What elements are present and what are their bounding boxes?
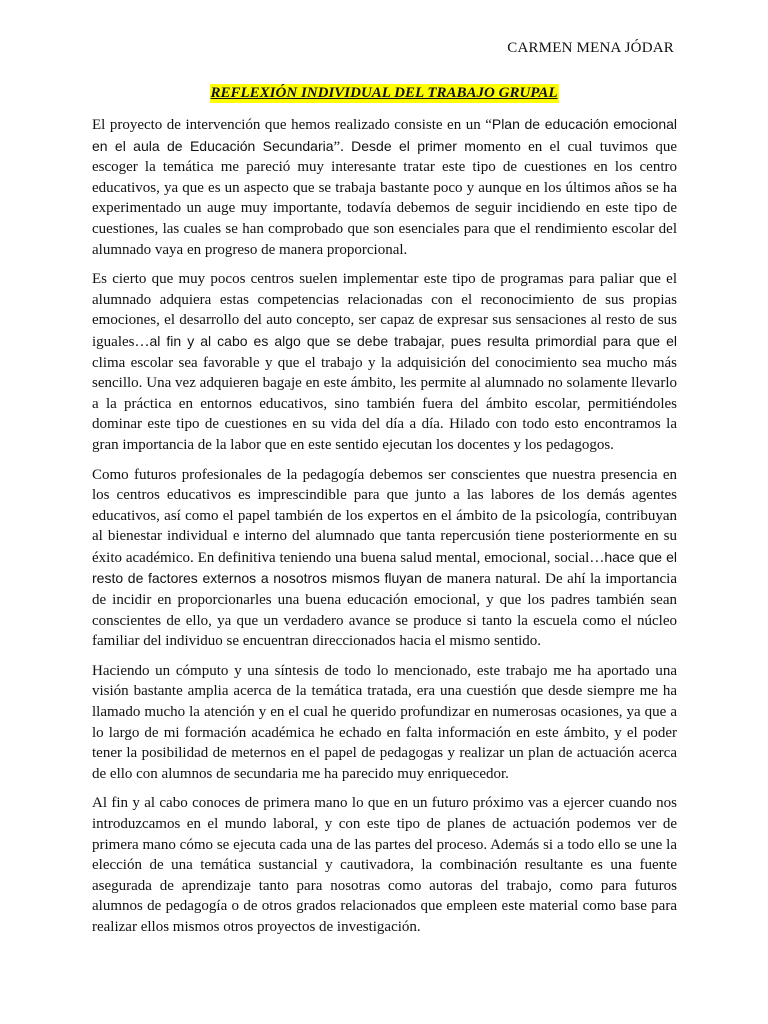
paragraph-1-text-d: Desde el primer m	[351, 137, 476, 154]
paragraph-5-text: Al fin y al cabo conoces de primera mano lo que en un futuro próximo vas a ejercer cuando nos introduzcamos en el mundo laboral, y con este tipo de planes de actuación podemos ver de primera mano cómo se ejecuta cada una de las partes del proceso. Además si a todo ello se une la elección de una temática sustancial y cautivadora, la combinación resultante es una fuente asegurada de aprendizaje tanto para nosotras como autoras del trabajo, como para futuros alumnos de pedagogía o de otros grados relacionados que empleen este material como base para realizar ellos mismos otros proyectos de investigación.	[92, 795, 677, 935]
paragraph-2-text-a: Es cierto que muy pocos centros suelen implementar este tipo de programas para paliar que el alumnado adquiera estas competencias relacionadas con el reconocimiento de sus propias emociones, el desarrollo del auto concepto, ser capaz de expresar sus sensaciones al resto de sus iguales…	[92, 271, 677, 350]
author-header: CARMEN MENA JÓDAR	[507, 40, 674, 56]
paragraph-2-text-c: clima escolar sea favorable y que el trabajo y la adquisición del conocimiento sea mucho más sencillo. Una vez adquieren bagaje en este ámbito, les permite al alumnado no solamente llevarlo a la práctica en entornos educativos, sino también fuera del ámbito escolar, permitiéndoles dominar este tipo de cuestiones en su vida del día a día. Hilado con todo esto encontramos la gran importancia de la labor que en este sentido ejecutan los docentes y los pedagogos.	[92, 354, 677, 453]
paragraph-3-text-a: Como futuros profesionales de la pedagogía debemos ser conscientes que nuestra presencia en los centros educativos es imprescindible para que junto a las labores de los demás agentes educativos, así como el papel también de los expertos en el ámbito de la psicología, contribuyan al bienestar individual e interno del alumnado que tanta repercusión tiene posteriormente en su éxito académico. En definitiva teniendo una buena salud mental, emocional, social…	[92, 466, 677, 566]
document-body	[92, 114, 677, 947]
paragraph-4	[92, 661, 677, 785]
paragraph-3-text-c: manera natural. De ahí la importancia de incidir en proporcionarles una buena educación emocional, y que los padres también sean conscientes de ello, ya que un verdadero avance se produce si tanto la escuela como el núcleo familiar del individuo se encuentran direccionados hacia el mismo sentido.	[92, 571, 677, 650]
paragraph-1-text-e: omento en el cual tuvimos que escoger la temática me pareció muy interesante tratar este tipo de cuestiones en los centro educativos, ya que es un aspecto que se trabaja bastante poco y aunque en los últimos años se ha experimentado un auge muy importante, todavía debemos de seguir incidiendo en este tipo de cuestiones, las cuales se han comprobado que son esenciales para que el rendimiento escolar del alumnado vaya en progreso de manera proporcional.	[92, 138, 677, 258]
paragraph-1-quoted-title: Plan de educación emocional en el aula de Educación Secundaria	[92, 116, 678, 154]
paragraph-4-text: Haciendo un cómputo y una síntesis de todo lo mencionado, este trabajo me ha aportado una visión bastante amplia acerca de la temática tratada, era una cuestión que desde siempre me ha llamado mucho la atención y en el cual he querido profundizar en numerosas ocasiones, ya que a lo largo de mi formación académica he echado en falta información en este ámbito, y el poder tener la posibilidad de meternos en el papel de pedagogas y realizar un plan de actuación acerca de ello con alumnos de secundaria me ha parecido muy enriquecedor.	[92, 662, 677, 782]
paragraph-5	[92, 793, 677, 937]
paragraph-1-text-a: El proyecto de intervención que hemos realizado consiste en un “	[92, 117, 492, 133]
title-container	[0, 84, 768, 103]
paragraph-2-text-b: al fin y al cabo es algo que se debe trabajar, pues resulta primordial para que el	[149, 332, 677, 349]
paragraph-2	[92, 269, 677, 455]
paragraph-3-text-b: hace que el resto de factores externos a nosotros mismos fluyan de	[92, 548, 677, 587]
paragraph-3	[92, 465, 677, 652]
paragraph-1	[92, 114, 677, 260]
paragraph-1-text-c: ”.	[333, 138, 352, 155]
document-title: REFLEXIÓN INDIVIDUAL DEL TRABAJO GRUPAL	[210, 85, 558, 101]
